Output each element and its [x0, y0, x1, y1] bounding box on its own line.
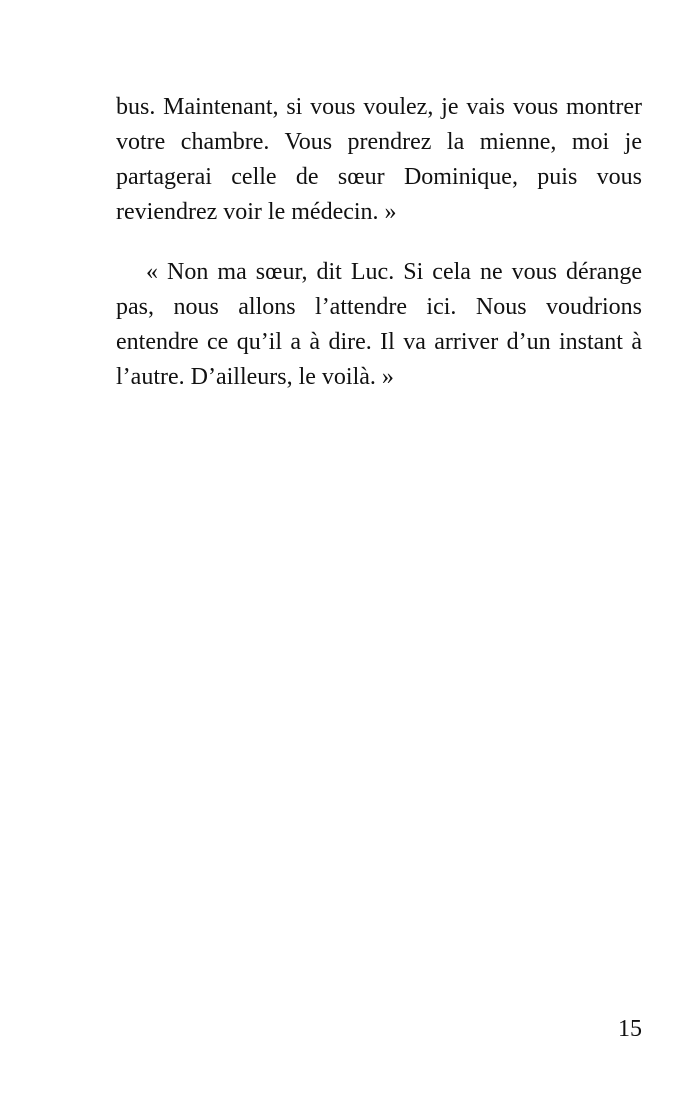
page-number: 15	[618, 1016, 642, 1042]
paragraph-1: bus. Maintenant, si vous voulez, je vais vous montrer votre chambre. Vous prendrez la mienne, moi je partagerai celle de sœur Dominique, puis vous reviendrez voir le médecin. »	[116, 94, 642, 225]
page-body	[116, 90, 642, 395]
paragraph-2: « Non ma sœur, dit Luc. Si cela ne vous dérange pas, nous allons l’attendre ici. Nous voudrions entendre ce qu’il a à dire. Il va arriver d’un instant à l’autre. D’ailleurs, le voilà. »	[116, 259, 642, 390]
